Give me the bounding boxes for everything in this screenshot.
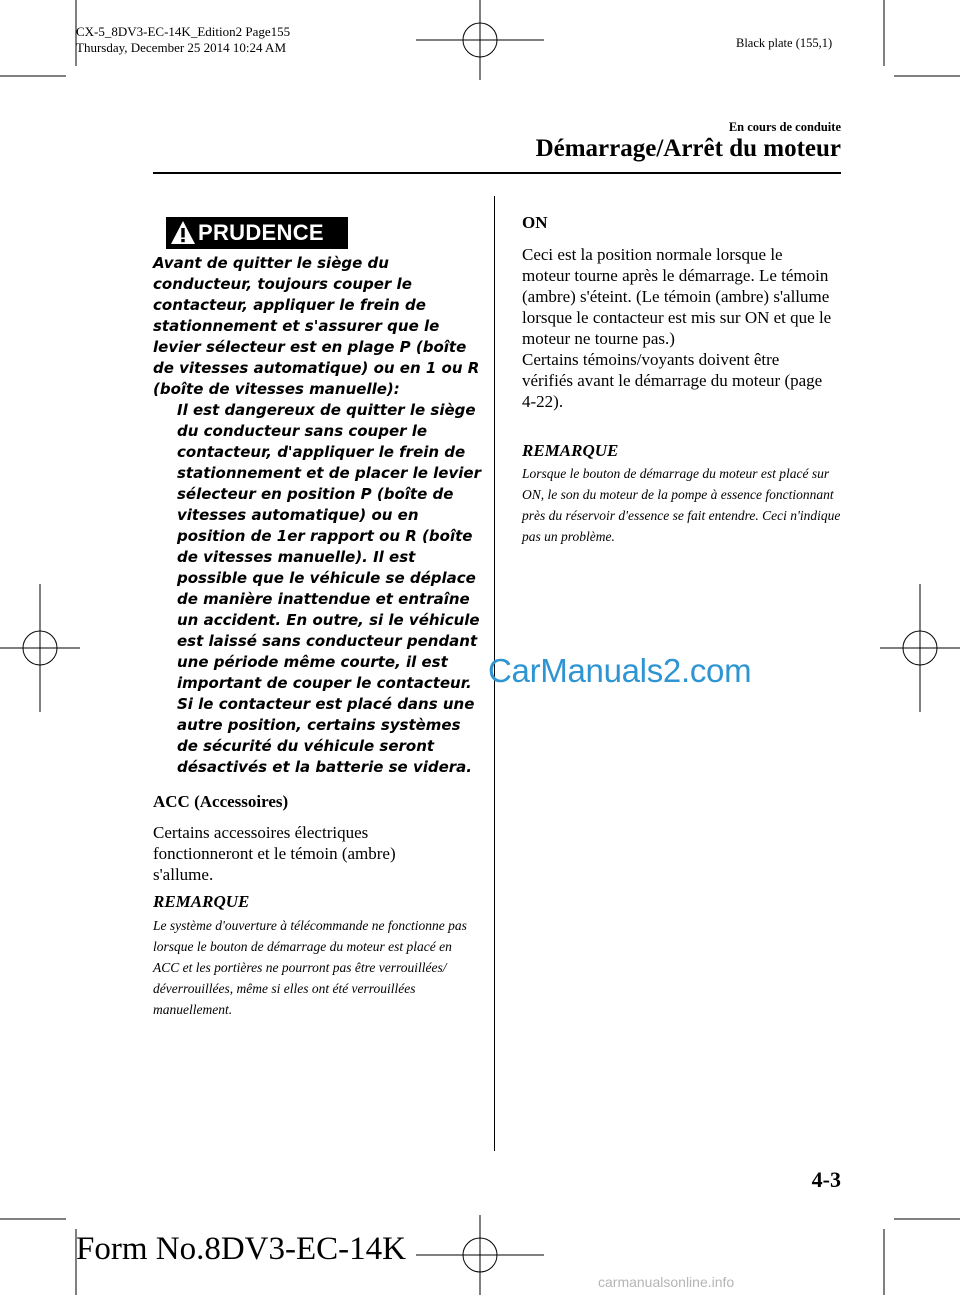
on-note-heading: REMARQUE: [522, 441, 619, 460]
caution-label: PRUDENCE: [198, 220, 324, 245]
print-meta-filename: CX-5_8DV3-EC-14K_Edition2 Page155: [76, 24, 291, 39]
section-title: Démarrage/Arrêt du moteur: [535, 135, 841, 162]
on-heading: ON: [522, 213, 548, 232]
form-number: Form No.8DV3-EC-14K: [76, 1231, 406, 1267]
plate-label: Black plate (155,1): [736, 36, 833, 50]
acc-note-text: Le système d'ouverture à télécommande ne fonctionne pas lorsque le bouton de démarrage du moteur est placé en ACC et les portières ne pourront pas être verrouillées/ déverrouillées, même si elles ont été verrouillées manuellement.: [153, 918, 467, 1017]
caution-badge: [166, 217, 348, 249]
on-text-paragraph-2: Certains témoins/voyants doivent être vérifiés avant le démarrage du moteur (page 4-22).: [522, 350, 823, 411]
watermark-logo: CarManuals2.com: [488, 652, 752, 689]
caution-lead-text: Avant de quitter le siège du conducteur, toujours couper le contacteur, appliquer le frein de stationnement et s'assurer que le levier sélecteur est en plage P (boîte de vitesses automatique) ou en 1 ou R (boîte de vitesses manuelle):: [153, 254, 480, 398]
acc-heading: ACC (Accessoires): [153, 792, 289, 811]
caution-body-text: Il est dangereux de quitter le siège du conducteur sans couper le contacteur, d'appliquer le frein de stationnement et de placer le levier sélecteur en position P (boîte de vitesses automatique) ou en position de 1er rapport ou R (boîte de vitesses manuelle). Il est possible que le véhicule se déplace de manière inattendue et entraîne un accident. En outre, si le véhicule est laissé sans conducteur pendant une période même courte, il est important de couper le contacteur. Si le contacteur est placé dans une autre position, certains systèmes de sécurité du véhicule seront désactivés et la batterie se videra.: [177, 401, 481, 776]
footer-watermark: carmanualsonline.info: [598, 1274, 735, 1290]
page-number: 4-3: [811, 1167, 841, 1192]
section-subtitle: En cours de conduite: [728, 120, 841, 134]
print-meta-date: Thursday, December 25 2014 10:24 AM: [76, 40, 287, 55]
header-rule: [153, 172, 841, 174]
on-text-paragraph-1: Ceci est la position normale lorsque le moteur tourne après le démarrage. Le témoin (ambre) s'éteint. (Le témoin (ambre) s'allume lorsque le contacteur est mis sur ON et que le moteur ne tourne pas.): [522, 245, 832, 348]
acc-note-heading: REMARQUE: [153, 892, 250, 911]
on-note-text: Lorsque le bouton de démarrage du moteur est placé sur ON, le son du moteur de la pompe à essence fonctionnant près du réservoir d'essence se fait entendre. Ceci n'indique pas un problème.: [522, 466, 841, 544]
acc-text: Certains accessoires électriques fonctionneront et le témoin (ambre) s'allume.: [153, 823, 396, 884]
on-text: [522, 244, 834, 412]
warning-triangle-icon: [170, 220, 196, 246]
print-metadata: [76, 24, 290, 56]
